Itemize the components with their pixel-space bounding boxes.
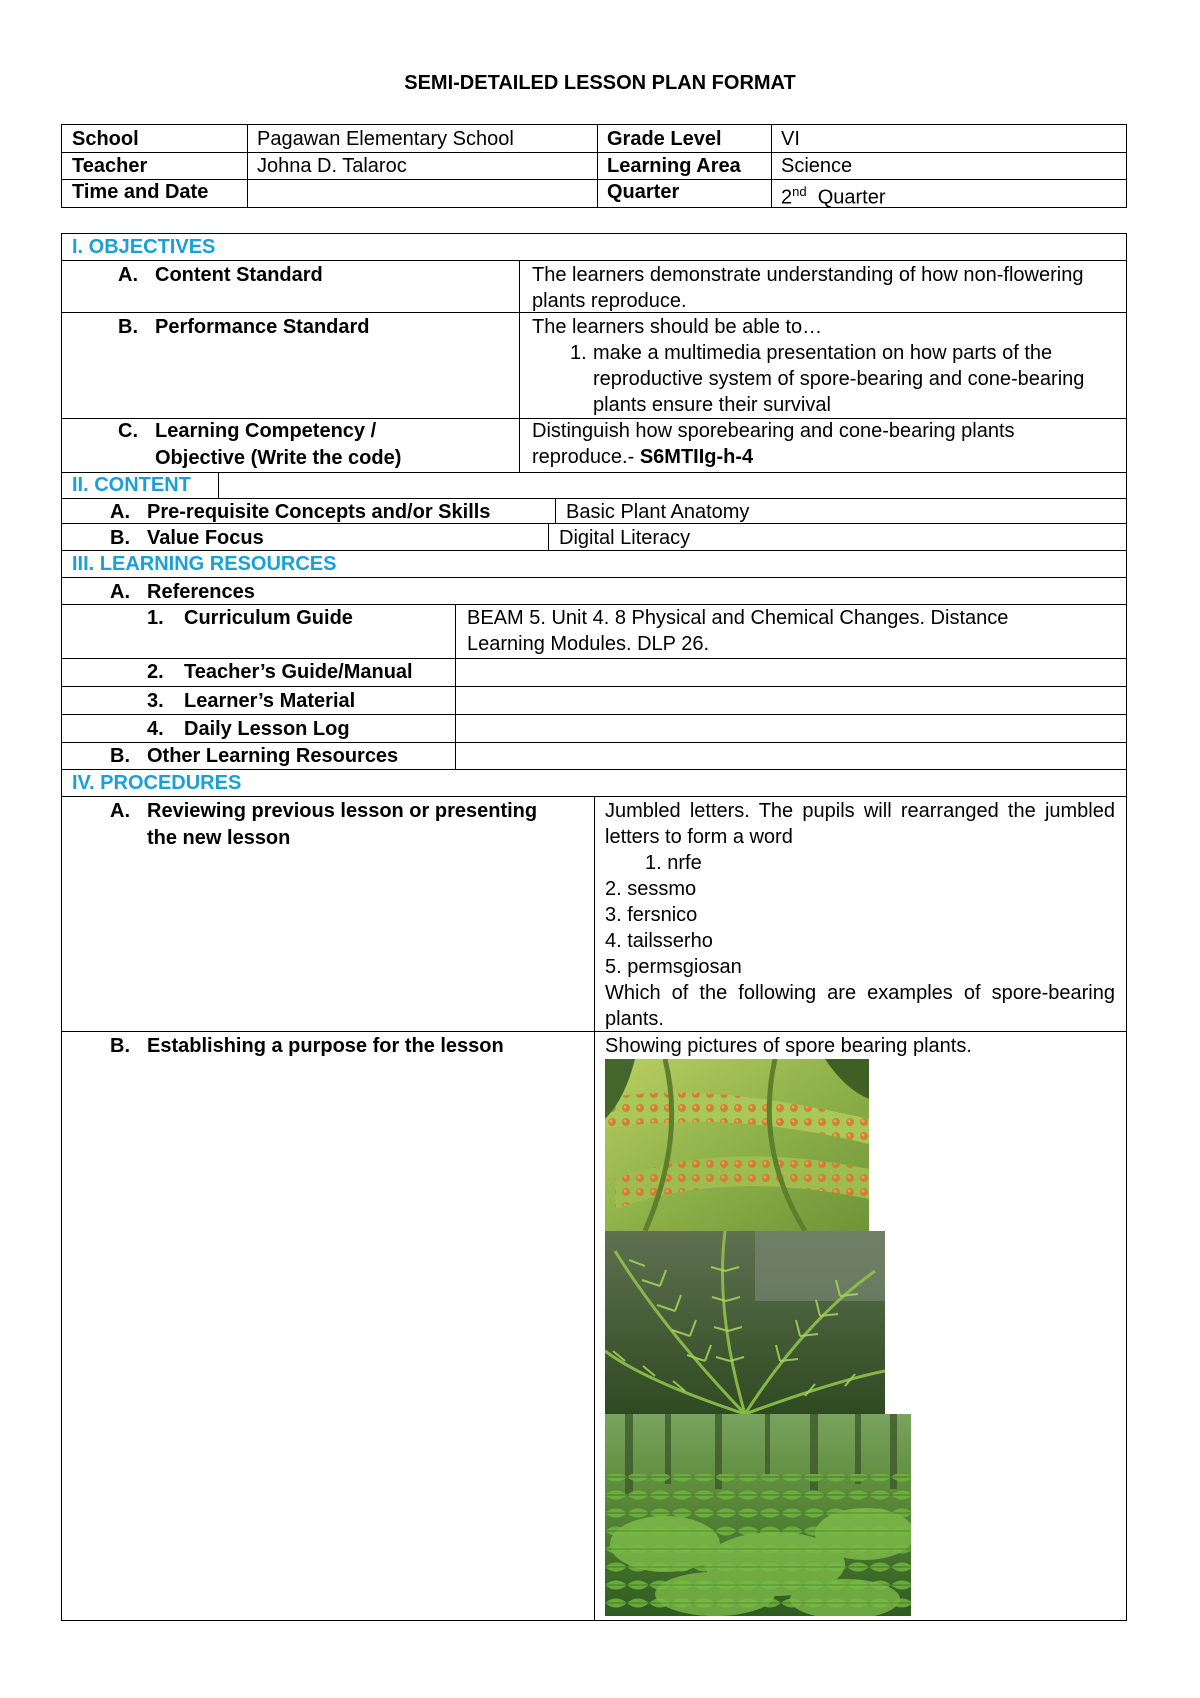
daily-lesson-log-label: Daily Lesson Log [184,718,350,740]
curriculum-guide-number: 1. [147,607,164,629]
area-value: Science [781,155,853,177]
content-standard-text: The learners demonstrate understanding of how non-flowering plants reproduce. [532,264,1084,312]
performance-standard-intro: The learners should be able to… [532,316,823,338]
competency-text [532,418,1112,470]
school-label: School [72,128,139,150]
value-focus-label: Value Focus [147,527,264,549]
content-standard-label: Content Standard [155,264,323,286]
references-letter: A. [110,581,130,603]
purpose-text: Showing pictures of spore bearing plants. [605,1035,972,1057]
other-resources-label: Other Learning Resources [147,745,399,767]
procedures-heading: IV. PROCEDURES [72,772,242,794]
header-table [61,124,1127,208]
daily-lesson-log-number: 4. [147,718,164,740]
reviewing-label-1: Reviewing previous lesson or presenting [147,800,538,822]
reviewing-letter: A. [110,800,130,822]
competency-label-2: Objective (Write the code) [155,447,402,469]
school-value: Pagawan Elementary School [257,128,514,150]
fern-fronds-photo [605,1231,885,1414]
learners-material-label: Learner’s Material [184,690,356,712]
purpose-label: Establishing a purpose for the lesson [147,1035,504,1057]
fern-forest-photo [605,1414,911,1616]
teachers-guide-label: Teacher’s Guide/Manual [184,661,413,683]
quarter-value [781,179,886,211]
prerequisite-value: Basic Plant Anatomy [566,501,750,523]
competency-description: Distinguish how sporebearing and cone-bearing plants reproduce.- [532,420,1015,468]
jumbled-word-2: 2. sessmo [605,878,697,900]
quarter-suffix: nd [792,184,807,199]
jumbled-word-5: 5. permsgiosan [605,956,742,978]
quarter-label: Quarter [607,181,680,203]
jumbled-question: Which of the following are examples of spore-bearing plants. [605,982,1115,1030]
grade-value: VI [781,128,800,150]
jumbled-word-4: 4. tailsserho [605,930,713,952]
value-focus-letter: B. [110,527,130,549]
curriculum-guide-label: Curriculum Guide [184,607,353,629]
resources-heading: III. LEARNING RESOURCES [72,553,337,575]
time-label: Time and Date [72,181,209,203]
quarter-word: Quarter [817,186,886,209]
competency-label-1: Learning Competency / [155,420,377,442]
document-title: SEMI-DETAILED LESSON PLAN FORMAT [404,72,796,94]
performance-standard-letter: B. [118,316,138,338]
prerequisite-label: Pre-requisite Concepts and/or Skills [147,501,491,523]
jumbled-word-3: 3. fersnico [605,904,698,926]
value-focus-value: Digital Literacy [559,527,691,549]
other-resources-letter: B. [110,745,130,767]
fern-sori-photo [605,1059,869,1231]
performance-item-text: make a multimedia presentation on how parts of the reproductive system of spore-bearing and cone-bearing plants ensure their survival [593,342,1085,416]
teachers-guide-number: 2. [147,661,164,683]
performance-item-number: 1. [570,342,587,364]
jumbled-word-1: 1. nrfe [645,852,702,874]
content-standard-letter: A. [118,264,138,286]
quarter-number: 2 [781,186,793,209]
references-label: References [147,581,255,603]
area-label: Learning Area [607,155,741,177]
prerequisite-letter: A. [110,501,130,523]
performance-standard-label: Performance Standard [155,316,370,338]
learners-material-number: 3. [147,690,164,712]
teacher-value: Johna D. Talaroc [257,155,407,177]
competency-letter: C. [118,420,138,442]
teacher-label: Teacher [72,155,148,177]
curriculum-guide-value: BEAM 5. Unit 4. 8 Physical and Chemical Changes. Distance Learning Modules. DLP 26. [467,607,1009,655]
competency-code: S6MTIIg-h-4 [639,446,754,468]
purpose-letter: B. [110,1035,130,1057]
reviewing-label-2: the new lesson [147,827,291,849]
grade-label: Grade Level [607,128,722,150]
objectives-heading: I. OBJECTIVES [72,236,216,258]
jumbled-intro: Jumbled letters. The pupils will rearranged the jumbled letters to form a word [605,800,1115,848]
content-heading: II. CONTENT [72,474,191,496]
